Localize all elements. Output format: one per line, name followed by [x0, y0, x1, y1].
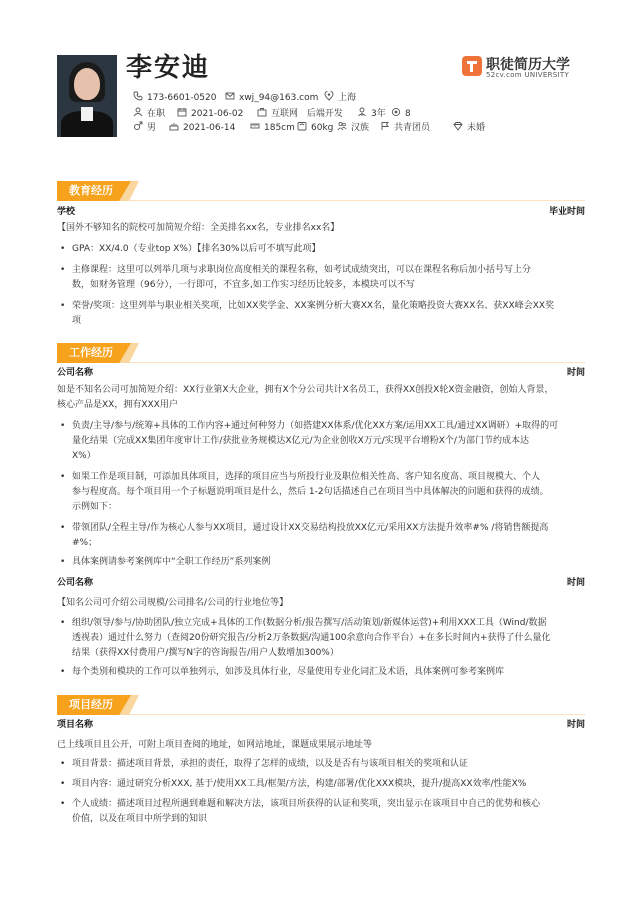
project-item: • 项目内容：通过研究分析XXX, 基于/使用XX工具/框架/方法，构建/部署/优化XXX模块，提升/提高XX效率/性能X% [72, 777, 585, 792]
status-item [133, 107, 165, 121]
project-header-row [57, 718, 585, 732]
briefcase-icon [257, 107, 267, 117]
work-time: 时间 [566, 578, 585, 588]
work-item: • 负责/主导/参与/统筹+具体的工作内容+通过何种努力（如搭建XX体系/优化XX方案/运用XX工具/通过XX调研）+取得的可 [72, 419, 585, 434]
brand-logo [462, 56, 582, 80]
candidate-name: 李安迪 [126, 53, 211, 83]
years-value: 3年 [371, 109, 386, 119]
status-value: 在职 [147, 109, 166, 119]
marital-item [453, 121, 485, 135]
phone-item [133, 91, 216, 105]
mail-icon [225, 91, 235, 101]
education-section-title: 教育经历 [69, 184, 113, 197]
education-intro: 【国外不够知名的院校可加简短介绍：全美排名xx名，专业排名xx名】 [57, 223, 340, 233]
education-section-header [57, 181, 585, 201]
brand-subtitle: 52cv.com UNIVERSITY [486, 71, 570, 79]
work-item: • 带领团队/全程主导/作为核心人参与XX项目，通过设计XX交易结构投放XX亿元/采用XX方法提升效率#% /将销售额提高 [72, 521, 585, 536]
height-item [250, 121, 295, 135]
work-header-row [57, 366, 585, 380]
education-item: • GPA：XX/4.0（专业top X%）【排名30%以后可不填写此项】 [72, 242, 585, 257]
politics-item [380, 121, 430, 135]
education-header-row [57, 205, 585, 219]
rank-item [391, 107, 411, 121]
work-item-continued: 透视表）通过什么努力（查阅20份研究报告/分析2万条数据/沟通100余意向合作平台）+在多长时间内+获得了什么量化 [72, 633, 551, 643]
project-item: • 项目背景：描述项目背景，承担的责任，取得了怎样的成绩，以及是否有与该项目相关的奖项和认证 [72, 757, 585, 772]
ethnicity-value: 汉族 [351, 123, 370, 133]
phone-value: 173-6601-0520 [147, 93, 217, 103]
weight-item [297, 121, 333, 135]
company-name: 公司名称 [57, 368, 94, 378]
education-item: • 主修课程：这里可以列举几项与求职岗位高度相关的课程名称，如考试成绩突出，可以在课程名称后加小括号写上分 [72, 263, 585, 278]
people-icon [337, 121, 347, 131]
years-item [357, 107, 386, 121]
height-value: 185cm [264, 123, 295, 133]
badge-icon [391, 107, 401, 117]
work-item-continued: 示例如下： [72, 502, 118, 512]
work-item-continued: X%） [72, 451, 96, 461]
education-item-continued: 项 [72, 316, 82, 326]
brand-name: 职徒简历大学 [486, 57, 570, 73]
work-item: • 如果工作是项目制，可添加具体项目，选择的项目应当与所投行业及职位相关性高、客户知名度高、项目规模大、个人 [72, 470, 585, 485]
rank-value: 8 [405, 109, 411, 119]
start-date-value: 2021-06-02 [191, 109, 244, 119]
education-item-continued: 数，如财务管理（96分），一行即可，不宜多,如工作实习经历比较多，本模块可以不写 [72, 280, 415, 290]
start-date-item [177, 107, 243, 121]
school-name: 学校 [57, 207, 76, 217]
birthday-icon [169, 121, 179, 131]
project-item: • 个人成绩：描述项目过程所遇到难题和解决方法，该项目所获得的认证和奖项，突出显示在该项目中自己的优势和核心 [72, 797, 585, 812]
project-section-title: 项目经历 [69, 698, 113, 711]
project-intro: 已上线项目且公开，可附上项目查阅的地址，如网站地址，课题成果展示地址等 [57, 740, 373, 750]
brand-badge-icon [462, 56, 482, 76]
gender-icon [133, 121, 143, 131]
project-time: 时间 [566, 720, 585, 730]
gender-item [133, 121, 156, 135]
diamond-icon [453, 121, 463, 131]
job-value: 后端开发 [306, 109, 343, 119]
work-section-title: 工作经历 [69, 346, 113, 359]
project-item-continued: 价值，以及在项目中所学到的知识 [72, 814, 208, 824]
calendar-icon [177, 107, 187, 117]
scale-icon [297, 121, 307, 131]
industry-item [257, 107, 343, 121]
company-intro: 如是不知名公司可加简短介绍：XX行业第X大企业，拥有X个分公司共计X名员工，获得XX创投X轮X资金融资，创始人背景， [57, 385, 554, 395]
location-icon [324, 91, 334, 101]
birth-item [169, 121, 235, 135]
flag-icon [380, 121, 390, 131]
work-item: • 具体案例请参考案例库中“全职工作经历”系列案例 [72, 555, 585, 570]
work-item-continued: #%； [72, 538, 98, 548]
project-section-header [57, 695, 585, 715]
industry-value: 互联网 [271, 109, 299, 119]
city-value: 上海 [338, 93, 357, 103]
project-name: 项目名称 [57, 720, 94, 730]
ruler-icon [250, 121, 260, 131]
city-item [324, 91, 356, 105]
work-time: 时间 [566, 368, 585, 378]
ethnicity-item [337, 121, 369, 135]
education-item: • 荣誉/奖项：这里列举与职业相关奖项，比如XX奖学金、XX案例分析大赛XX名，量化策略投资大赛XX名、获XX峰会XX奖 [72, 299, 585, 314]
email-item [225, 91, 318, 105]
company-intro-continued: 核心产品是XX，拥有XXX用户 [57, 400, 178, 410]
work-item-continued: 量化结果（完成XX集团年度审计工作/获批业务规模达X亿元/为企业创收X万元/实现平台增粉X个/为部门节约成本达 [72, 436, 529, 446]
work-header-row [57, 576, 585, 590]
work-item-continued: 参与程度高。每个项目用一个子标题说明项目是什么，然后 1-2句话描述自己在项目当中具体解决的问题和获得的成绩。 [72, 487, 549, 497]
person-icon [133, 107, 143, 117]
company-intro: 【知名公司可介绍公司规模/公司排名/公司的行业地位等】 [57, 598, 289, 608]
phone-icon [133, 91, 143, 101]
email-value: xwj_94@163.com [239, 93, 319, 103]
graduation-time: 毕业时间 [548, 207, 585, 217]
marital-value: 未婚 [467, 123, 486, 133]
work-item: • 组织/领导/参与/协助团队/独立完成+具体的工作(数据分析/报告撰写/活动策划/新媒体运营)+利用XXX工具（Wind/数据 [72, 616, 585, 631]
work-item-continued: 结果（获得XX付费用户/撰写N字的咨询报告/用户人数增加300%） [72, 648, 339, 658]
birth-value: 2021-06-14 [183, 123, 236, 133]
company-name: 公司名称 [57, 578, 94, 588]
work-section-header [57, 343, 585, 363]
gender-value: 男 [147, 123, 157, 133]
weight-value: 60kg [311, 123, 334, 133]
user-tie-icon [357, 107, 367, 117]
avatar-photo [57, 55, 117, 137]
work-item: • 每个类别和模块的工作可以单独列示，如涉及具体行业，尽量使用专业化词汇及术语，具体案例可参考案例库 [72, 665, 585, 680]
politics-value: 共青团员 [394, 123, 431, 133]
